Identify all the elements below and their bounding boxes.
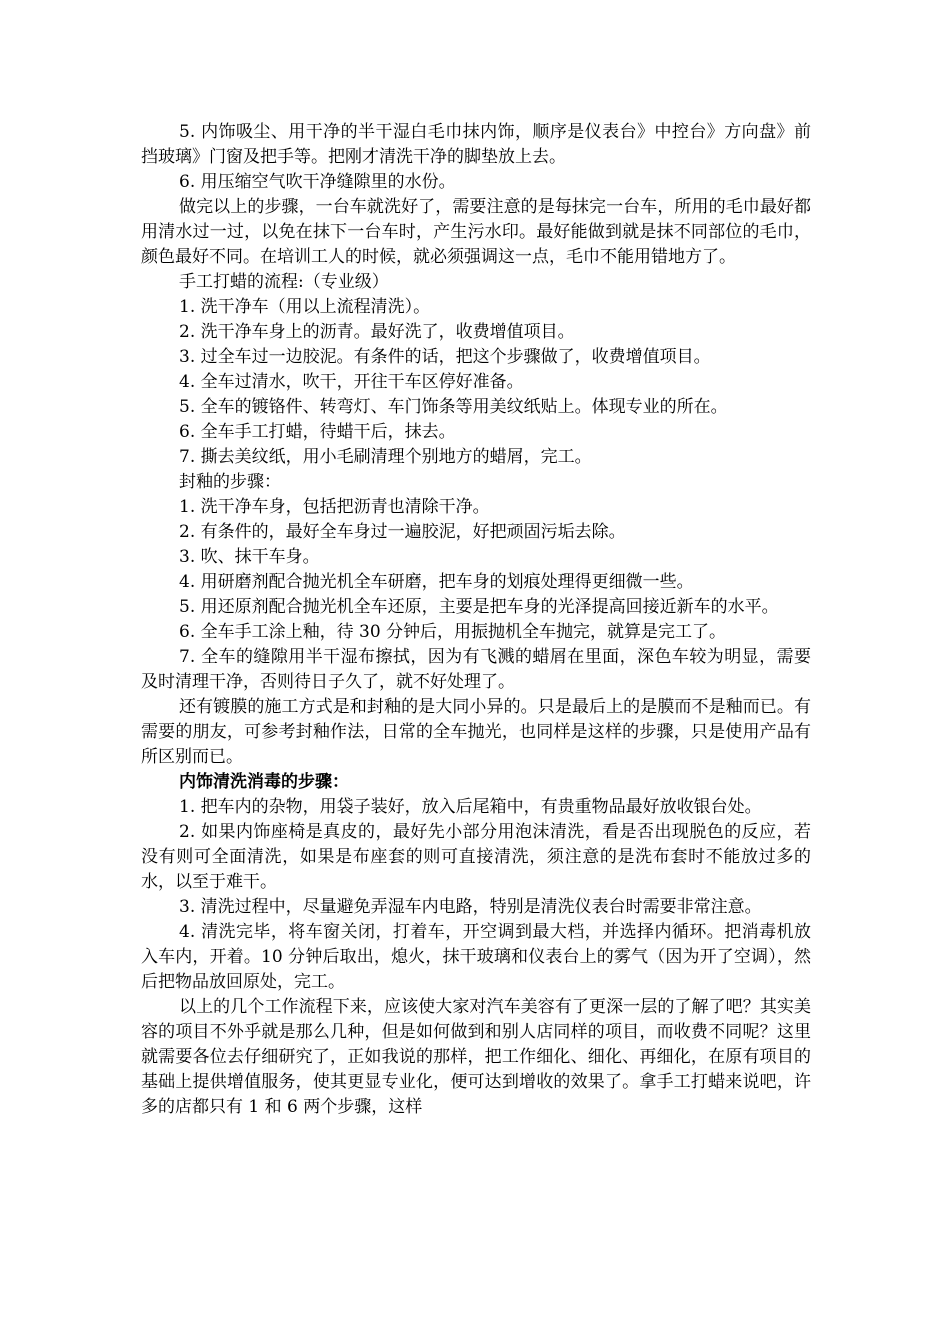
heading-waxing-process: 手工打蜡的流程:（专业级） [179,272,389,292]
paragraph-coating-note: 还有镀膜的施工方式是和封釉的是大同小异的。只是最后上的是膜而不是釉而已。有需要的朋友，可参考封釉作法，日常的全车抛光，也同样是这样的步骤，只是使用产品有所区别而已。 [141,697,811,767]
list-item-interior-3: 3. 清洗过程中，尽量避免弄湿车内电路，特别是清洗仪表台时需要非常注意。 [179,897,762,917]
list-item-interior-1: 1. 把车内的杂物，用袋子装好，放入后尾箱中，有贵重物品最好放收银台处。 [179,797,762,817]
paragraph-step-6-compressed-air: 6. 用压缩空气吹干净缝隙里的水份。 [179,172,456,192]
paragraph-conclusion: 以上的几个工作流程下来，应该使大家对汽车美容有了更深一层的了解了吧？其实美容的项目不外乎就是那么几种，但是如何做到和别人店同样的项目，而收费不同呢？这里就需要各位去仔细研究了，正如我说的那样，把工作细化、细化、再细化，在原有项目的基础上提供增值服务，使其更显专业化，便可达到增收的效果了。拿手工打蜡来说吧，许多的店都只有 1 和 6 两个步骤，这样 [141,997,811,1117]
paragraph-wash-summary: 做完以上的步骤，一台车就洗好了，需要注意的是每抹完一台车，所用的毛巾最好都用清水过一过，以免在抹下一台车时，产生污水印。最好能做到就是抹不同部位的毛巾，颜色最好不同。在培训工人的时候，就必须强调这一点，毛巾不能用错地方了。 [141,197,811,267]
list-item-waxing-6: 6. 全车手工打蜡，待蜡干后，抹去。 [179,422,456,442]
list-item-waxing-5: 5. 全车的镀铬件、转弯灯、车门饰条等用美纹纸贴上。体现专业的所在。 [179,397,728,417]
heading-glazing-steps: 封釉的步骤： [179,472,281,492]
list-item-waxing-4: 4. 全车过清水，吹干，开往干车区停好准备。 [179,372,524,392]
list-item-glazing-3: 3. 吹、抹干车身。 [179,547,320,567]
list-item-waxing-3: 3. 过全车过一边胶泥。有条件的话，把这个步骤做了，收费增值项目。 [179,347,711,367]
list-item-interior-4: 4. 清洗完毕，将车窗关闭，打着车，开空调到最大档，并选择内循环。把消毒机放入车内，开着。10 分钟后取出，熄火，抹干玻璃和仪表台上的雾气（因为开了空调），然后把物品放回原处，完工。 [141,922,811,992]
list-item-glazing-7: 7. 全车的缝隙用半干湿布擦拭，因为有飞溅的蜡屑在里面，深色车较为明显，需要及时清理干净，否则待日子久了，就不好处理了。 [141,647,811,692]
document-body [141,120,811,1120]
paragraph-step-5-interior: 5. 内饰吸尘、用干净的半干湿白毛巾抹内饰，顺序是仪表台》中控台》方向盘》前挡玻璃》门窗及把手等。把刚才清洗干净的脚垫放上去。 [141,122,811,167]
list-item-waxing-2: 2. 洗干净车身上的沥青。最好洗了，收费增值项目。 [179,322,575,342]
heading-interior-cleaning: 内饰清洗消毒的步骤： [179,772,349,792]
list-item-glazing-4: 4. 用研磨剂配合抛光机全车研磨，把车身的划痕处理得更细微一些。 [179,572,694,592]
list-item-glazing-6: 6. 全车手工涂上釉，待 30 分钟后，用振抛机全车抛完，就算是完工了。 [179,622,727,642]
list-item-glazing-5: 5. 用还原剂配合抛光机全车还原，主要是把车身的光泽提高回接近新车的水平。 [179,597,779,617]
list-item-glazing-2: 2. 有条件的，最好全车身过一遍胶泥，好把顽固污垢去除。 [179,522,626,542]
list-item-glazing-1: 1. 洗干净车身，包括把沥青也清除干净。 [179,497,490,517]
list-item-waxing-1: 1. 洗干净车（用以上流程清洗）。 [179,297,431,317]
list-item-waxing-7: 7. 撕去美纹纸，用小毛刷清理个别地方的蜡屑，完工。 [179,447,592,467]
list-item-interior-2: 2. 如果内饰座椅是真皮的，最好先小部分用泡沫清洗，看是否出现脱色的反应，若没有则可全面清洗，如果是布座套的则可直接清洗，须注意的是洗布套时不能放过多的水，以至于难干。 [141,822,811,892]
